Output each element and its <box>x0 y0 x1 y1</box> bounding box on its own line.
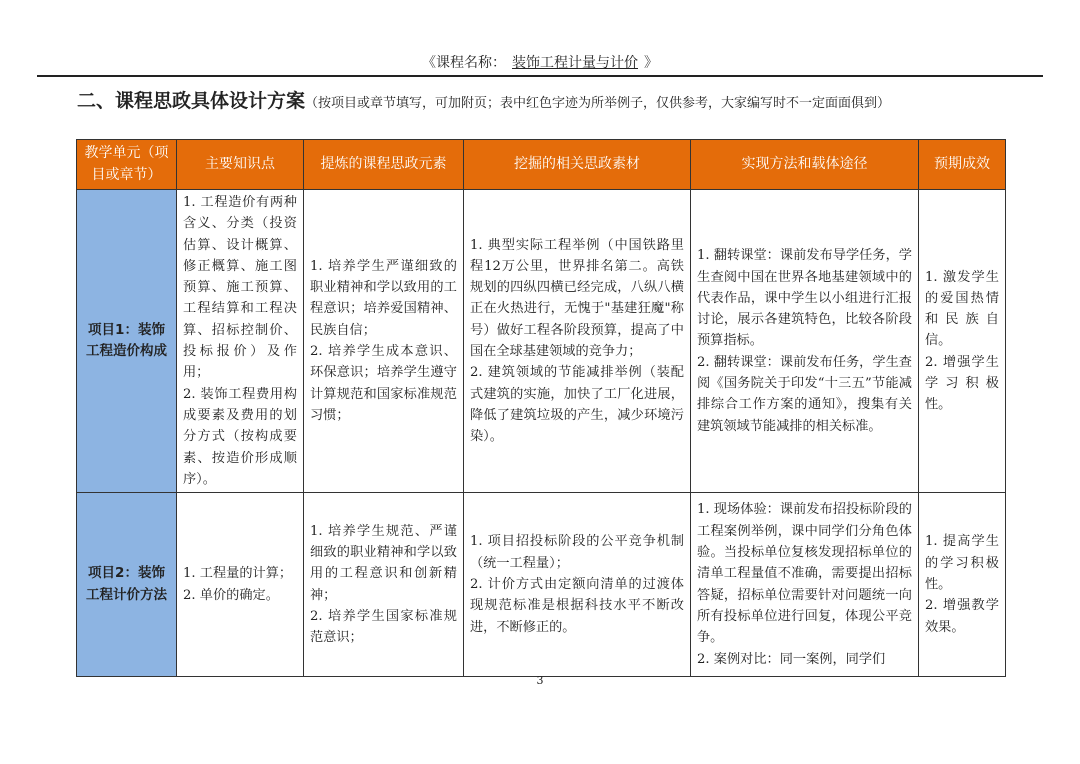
col-header-unit: 教学单元（项目或章节） <box>77 140 177 190</box>
methods-cell: 1. 现场体验：课前发布招投标阶段的工程案例举例，课中同学们分角色体验。当投标单位复核发现招标单位的清单工程量值不准确，需要提出招标答疑，招标单位需要针对问题统一向所有投标单位进行回复，体现公平竞争。 2. 案例对比：同一案例，同学们 <box>691 493 919 677</box>
col-header-methods: 实现方法和载体途径 <box>691 140 919 190</box>
table-header-row <box>77 140 1006 190</box>
col-header-materials: 挖掘的相关思政素材 <box>464 140 691 190</box>
knowledge-cell: 1. 工程量的计算； 2. 单价的确定。 <box>177 493 304 677</box>
table-row <box>77 190 1006 493</box>
section-heading <box>77 86 890 113</box>
header-rule <box>37 75 1043 77</box>
col-header-elements: 提炼的课程思政元素 <box>304 140 464 190</box>
header-prefix: 《课程名称： <box>422 55 506 71</box>
table-row <box>77 493 1006 677</box>
section-title: 二、课程思政具体设计方案 <box>77 90 306 112</box>
header-suffix: 》 <box>644 55 658 71</box>
knowledge-cell: 1. 工程造价有两种含义、分类（投资估算、设计概算、修正概算、施工图预算、施工预算、工程结算和工程决算、招标控制价、投标报价）及作用； 2. 装饰工程费用构成要素及费用的划分方式（按构成要素、按造价形成顺序）。 <box>177 190 304 493</box>
outcomes-cell: 1. 提高学生的学习积极性。 2. 增强教学效果。 <box>919 493 1006 677</box>
course-header <box>0 52 1080 72</box>
unit-cell: 项目1：装饰工程造价构成 <box>77 190 177 493</box>
methods-cell: 1. 翻转课堂：课前发布导学任务，学生查阅中国在世界各地基建领域中的代表作品，课中学生以小组进行汇报讨论，展示各建筑特色，比较各阶段预算指标。 2. 翻转课堂：课前发布任务，学生查阅《国务院关于印发“十三五”节能减排综合工作方案的通知》，搜集有关建筑领域节能减排的相关标准。 <box>691 190 919 493</box>
section-note: （按项目或章节填写，可加附页；表中红色字迹为所举例子，仅供参考，大家编写时不一定面面俱到） <box>305 96 891 111</box>
elements-cell: 1. 培养学生规范、严谨细致的职业精神和学以致用的工程意识和创新精神； 2. 培养学生国家标准规范意识； <box>304 493 464 677</box>
unit-cell: 项目2：装饰工程计价方法 <box>77 493 177 677</box>
page-number: 3 <box>536 674 544 687</box>
materials-cell: 1. 项目招投标阶段的公平竞争机制（统一工程量）； 2. 计价方式由定额向清单的过渡体现规范标准是根据科技水平不断改进，不断修正的。 <box>464 493 691 677</box>
col-header-knowledge: 主要知识点 <box>177 140 304 190</box>
materials-cell: 1. 典型实际工程举例（中国铁路里程12万公里，世界排名第二。高铁规划的四纵四横已经完成，八纵八横正在火热进行，无愧于"基建狂魔"称号）做好工程各阶段预算，提高了中国在全球基建领域的竞争力； 2. 建筑领域的节能减排举例（装配式建筑的实施，加快了工厂化进展，降低了建筑垃圾的产生，减少环境污染）。 <box>464 190 691 493</box>
outcomes-cell: 1. 激发学生的爱国热情和民族自信。 2. 增强学生学习积极性。 <box>919 190 1006 493</box>
course-name: 装饰工程计量与计价 <box>512 55 638 71</box>
design-table <box>76 139 1006 677</box>
col-header-outcomes: 预期成效 <box>919 140 1006 190</box>
elements-cell: 1. 培养学生严谨细致的职业精神和学以致用的工程意识；培养爱国精神、民族自信； 2. 培养学生成本意识、环保意识；培养学生遵守计算规范和国家标准规范习惯； <box>304 190 464 493</box>
